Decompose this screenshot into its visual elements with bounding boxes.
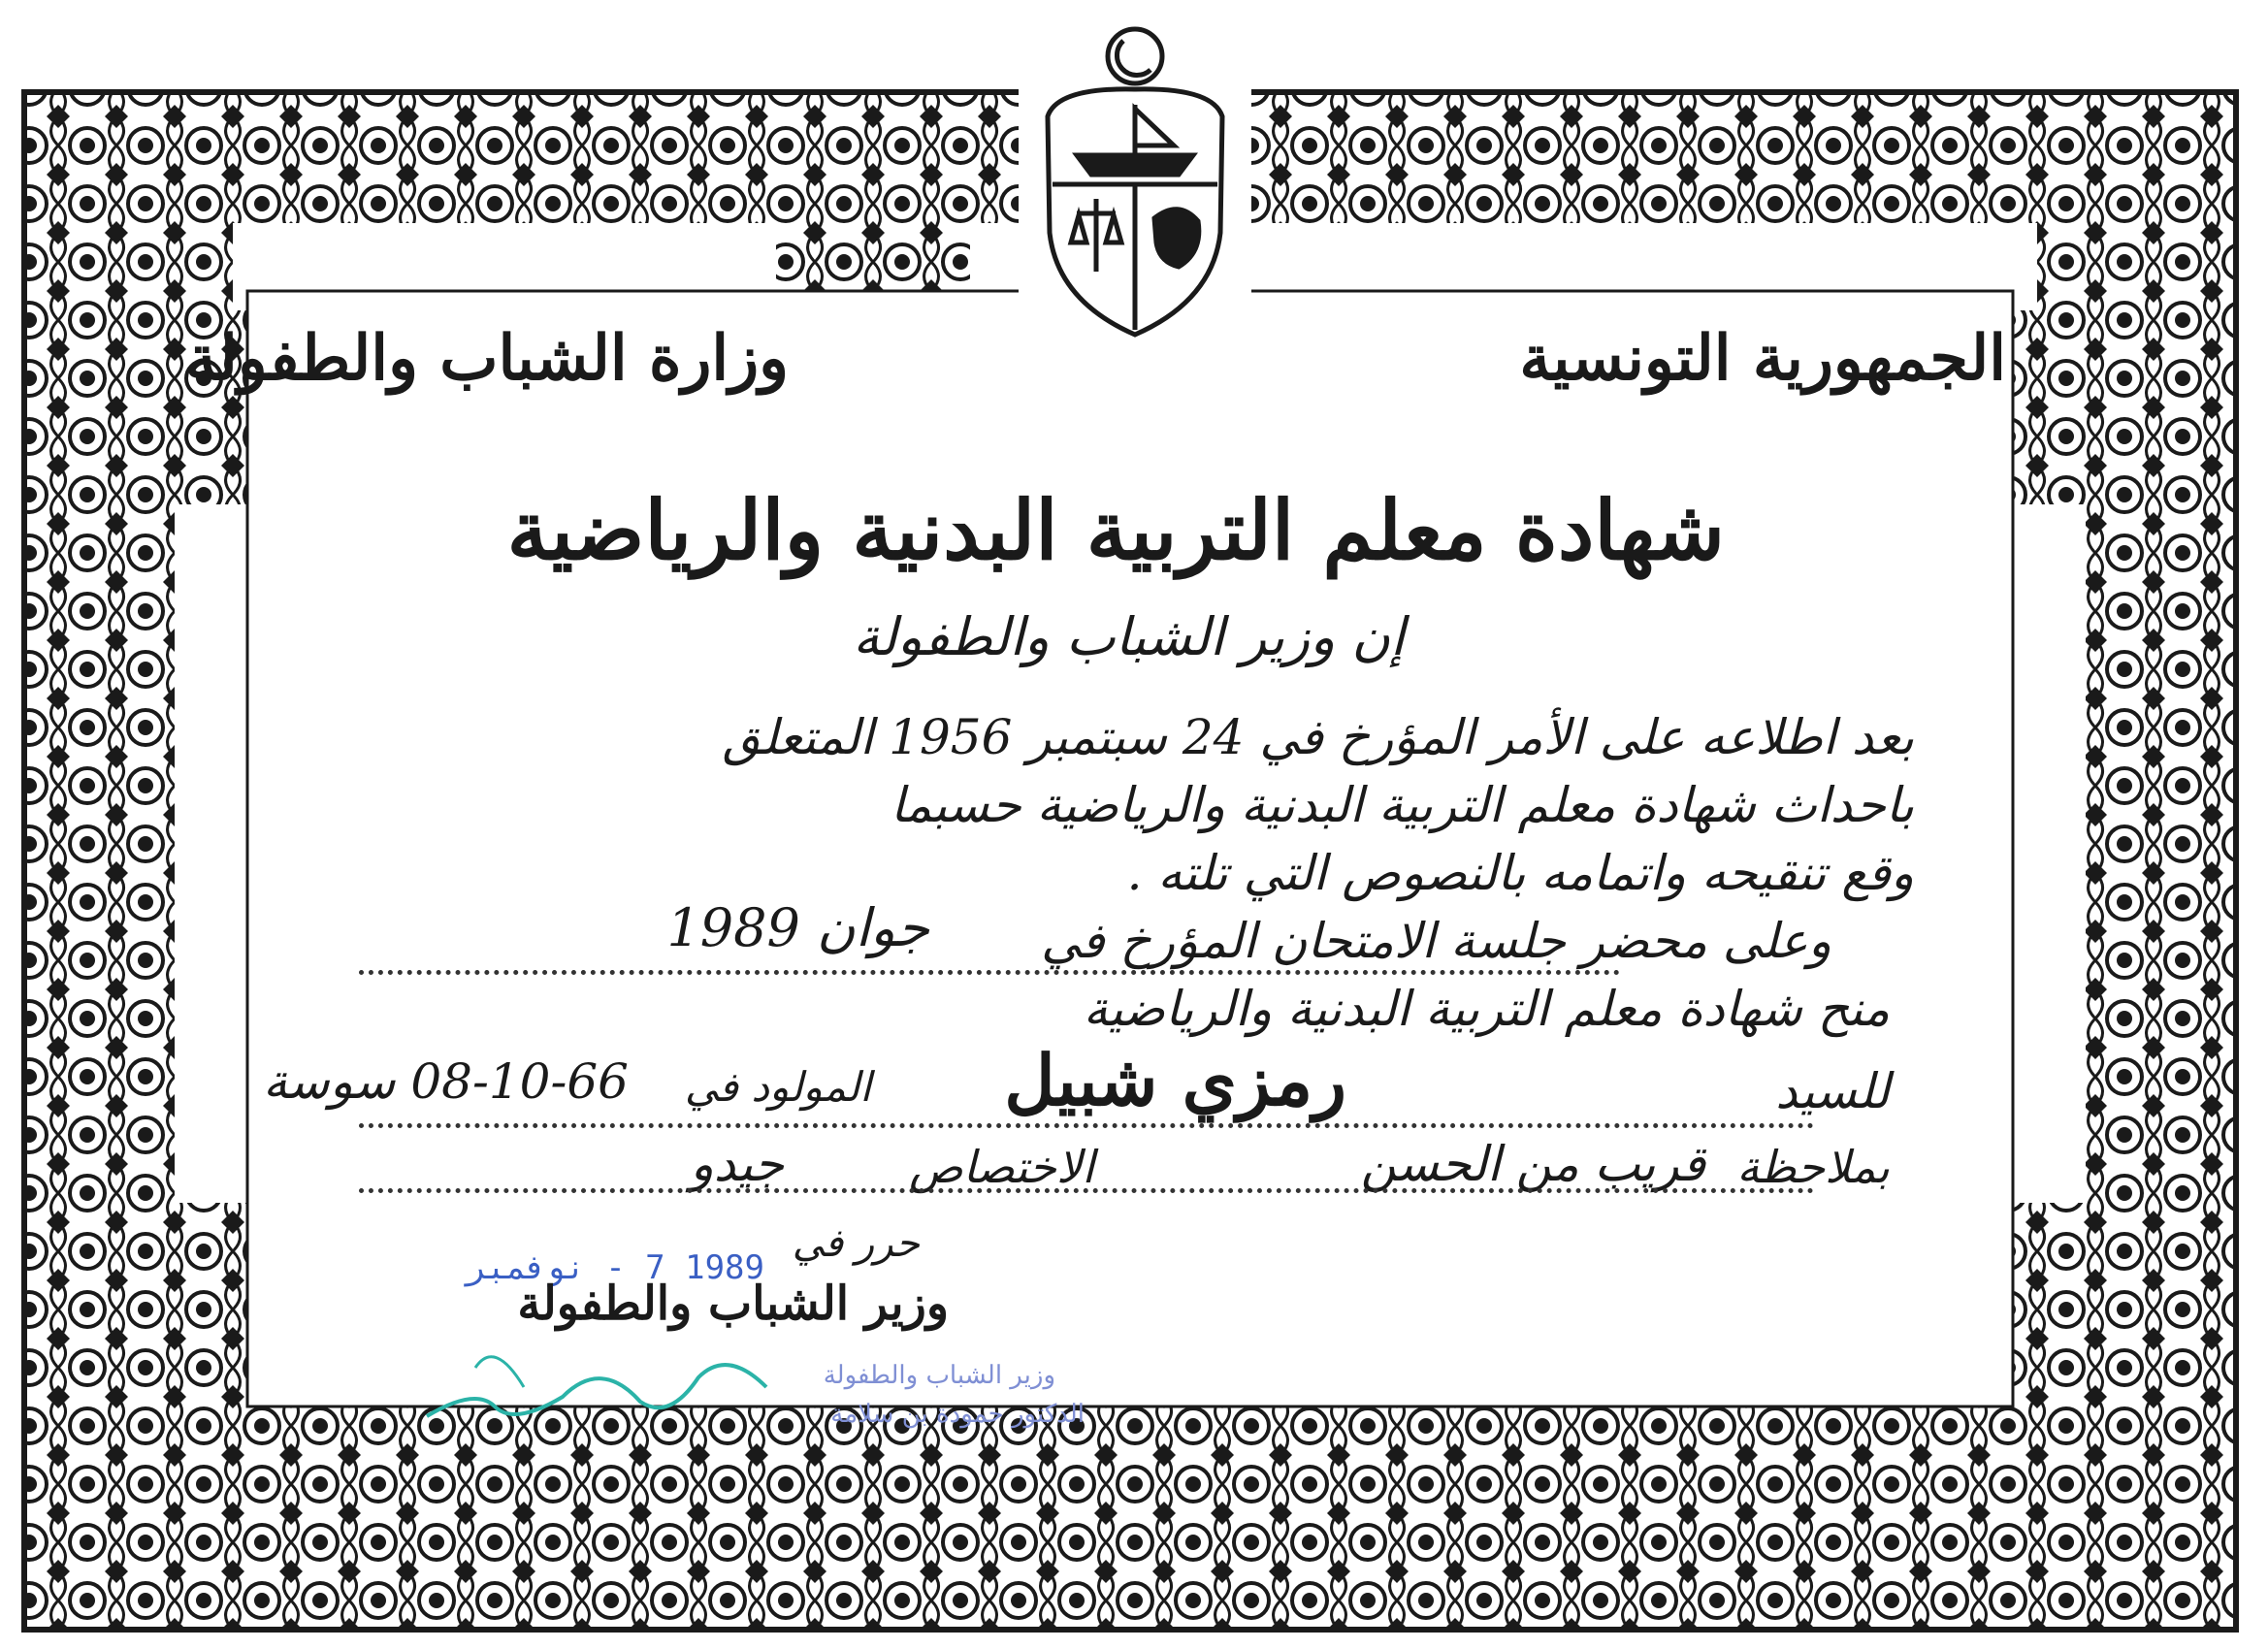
ministry-header: وزارة الشباب والطفولة — [185, 322, 789, 395]
dotted-line — [359, 1123, 1814, 1128]
birth-date-place: 08-10-66 سوسة — [263, 1053, 629, 1110]
date-stamp: 1989 7 - نوفمبر — [466, 1248, 764, 1287]
grade-value: قريب من الحسن — [1360, 1136, 1705, 1192]
body-line-1: بعد اطلاعه على الأمر المؤرخ في 24 سبتمبر 1956 المتعلق — [722, 709, 1914, 765]
body-line-2: باحداث شهادة معلم التربية البدنية والرياضية حسبما — [891, 777, 1914, 833]
grade-label: بملاحظة — [1736, 1141, 1890, 1193]
birth-label: المولود في — [684, 1063, 871, 1111]
certificate-title: شهادة معلم التربية البدنية والرياضية — [506, 482, 1725, 578]
issued-label: حرر في — [792, 1221, 920, 1266]
exam-session-date: جوان 1989 — [666, 897, 929, 958]
body-line-3: وقع تنقيحه واتمامه بالنصوص التي تلته . — [1126, 845, 1914, 901]
official-stamp-line-1: وزير الشباب والطفولة — [823, 1361, 1055, 1390]
specialty-label: الاختصاص — [909, 1141, 1094, 1193]
certificate-subtitle: إن وزير الشباب والطفولة — [853, 606, 1405, 667]
exam-session-label: وعلى محضر جلسة الامتحان المؤرخ في — [1041, 913, 1831, 969]
republic-header: الجمهورية التونسية — [1519, 322, 2006, 395]
specialty-value: جيدو — [690, 1136, 784, 1192]
signature — [417, 1329, 786, 1436]
body-line-5: منح شهادة معلم التربية البدنية والرياضية — [1083, 981, 1890, 1037]
recipient-name: رمزي شبيل — [1004, 1039, 1346, 1121]
recipient-label: للسيد — [1775, 1063, 1890, 1119]
official-stamp-line-2: الدكتور حمودة بن سلامة — [830, 1400, 1085, 1429]
signatory-title: وزير الشباب والطفولة — [517, 1277, 949, 1331]
dotted-line — [359, 1188, 1814, 1193]
dotted-line — [359, 970, 1620, 975]
